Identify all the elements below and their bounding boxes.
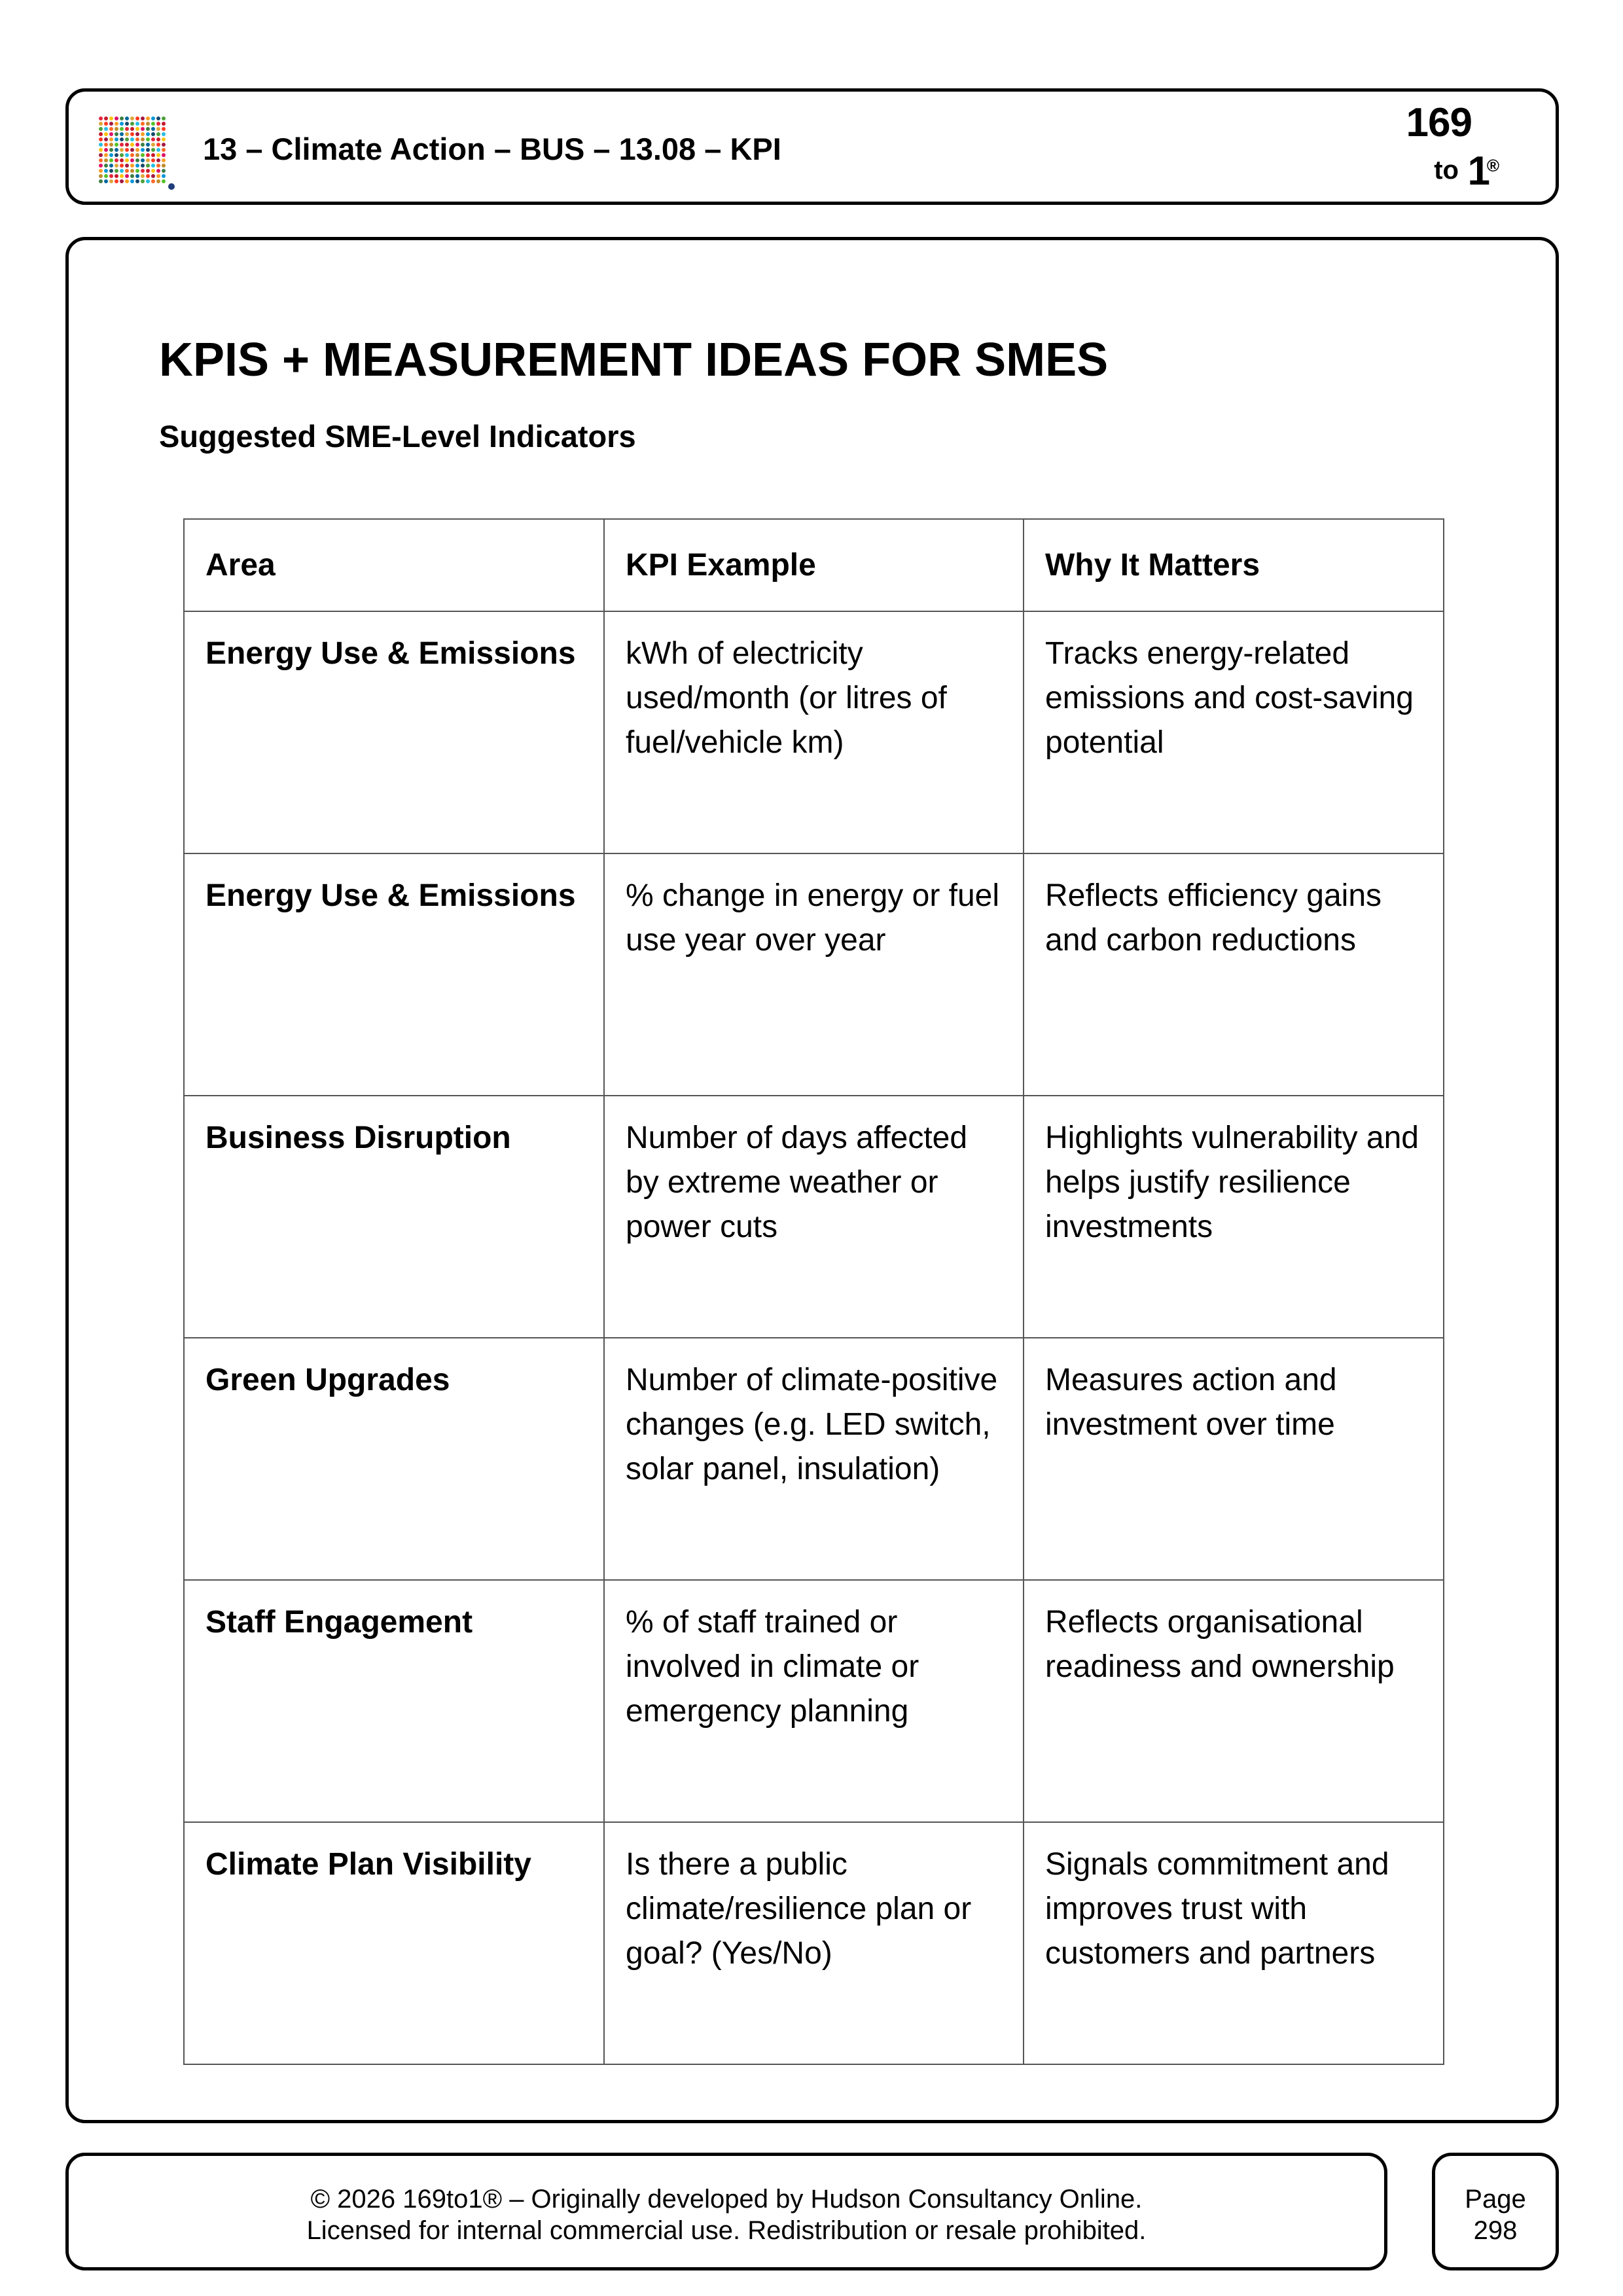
logo-dot bbox=[156, 158, 160, 162]
logo-dot bbox=[146, 153, 150, 157]
logo-dot bbox=[156, 164, 160, 168]
logo-dot bbox=[109, 122, 113, 126]
logo-dot bbox=[130, 174, 134, 178]
logo-dot bbox=[109, 117, 113, 120]
logo-dot bbox=[120, 143, 124, 147]
logo-dot bbox=[125, 164, 129, 168]
table-row bbox=[184, 611, 1444, 853]
logo-dot bbox=[104, 164, 108, 168]
logo-dot bbox=[135, 132, 139, 136]
logo-dot bbox=[104, 169, 108, 173]
logo-dot bbox=[146, 174, 150, 178]
kpi-cell: kWh of electricity used/month (or litres of fuel/vehicle km) bbox=[604, 611, 1024, 853]
logo-dot bbox=[141, 174, 145, 178]
logo-dot bbox=[141, 127, 145, 131]
logo-dot bbox=[109, 137, 113, 141]
logo-dot bbox=[135, 179, 139, 183]
logo-dot bbox=[156, 153, 160, 157]
logo-dot bbox=[115, 174, 118, 178]
logo-dot bbox=[120, 117, 124, 120]
logo-dot bbox=[109, 174, 113, 178]
page-title: KPIS + MEASUREMENT IDEAS FOR SMES bbox=[159, 334, 1109, 386]
area-cell: Energy Use & Emissions bbox=[184, 853, 604, 1096]
logo-dot bbox=[120, 179, 124, 183]
logo-dot bbox=[104, 158, 108, 162]
logo-dot bbox=[104, 153, 108, 157]
logo-dot bbox=[99, 127, 103, 131]
logo-dot bbox=[104, 179, 108, 183]
logo-dot bbox=[146, 132, 150, 136]
logo-dot bbox=[162, 137, 166, 141]
logo-dot bbox=[130, 148, 134, 152]
logo-dot bbox=[120, 122, 124, 126]
logo-dot bbox=[120, 148, 124, 152]
table-row bbox=[184, 853, 1444, 1096]
logo-dot bbox=[130, 137, 134, 141]
page-number: 298 bbox=[1473, 2216, 1518, 2245]
logo-dot bbox=[156, 132, 160, 136]
why-cell: Tracks energy-related emissions and cost-saving potential bbox=[1024, 611, 1444, 853]
logo-dot bbox=[151, 169, 155, 173]
logo-dot bbox=[130, 179, 134, 183]
logo-dot bbox=[99, 132, 103, 136]
why-cell: Measures action and investment over time bbox=[1024, 1338, 1444, 1580]
kpi-table bbox=[183, 518, 1444, 2065]
logo-dot bbox=[130, 117, 134, 120]
copyright-line: © 2026 169to1® – Originally developed by Hudson Consultancy Online. bbox=[310, 2185, 1143, 2214]
logo-dot bbox=[109, 179, 113, 183]
kpi-cell: Number of days affected by extreme weather or power cuts bbox=[604, 1096, 1024, 1338]
area-cell: Business Disruption bbox=[184, 1096, 604, 1338]
brand-one: 1 bbox=[1467, 149, 1490, 194]
logo-dot bbox=[99, 143, 103, 147]
logo-dot bbox=[135, 143, 139, 147]
logo-dot bbox=[151, 132, 155, 136]
logo-dot bbox=[151, 158, 155, 162]
page-footer bbox=[65, 2153, 1387, 2270]
logo-dot bbox=[135, 174, 139, 178]
logo-dot bbox=[151, 174, 155, 178]
logo-dot bbox=[146, 117, 150, 120]
why-cell: Highlights vulnerability and helps justify resilience investments bbox=[1024, 1096, 1444, 1338]
logo-dot bbox=[109, 158, 113, 162]
logo-dot bbox=[104, 137, 108, 141]
brand-registered: ® bbox=[1486, 156, 1499, 175]
table-row bbox=[184, 1580, 1444, 1822]
logo-dot bbox=[146, 179, 150, 183]
logo-dot bbox=[141, 117, 145, 120]
logo-dot bbox=[135, 153, 139, 157]
logo-dot bbox=[115, 122, 118, 126]
logo-dot bbox=[146, 148, 150, 152]
logo-dot bbox=[125, 153, 129, 157]
logo-dot bbox=[130, 153, 134, 157]
logo-dot bbox=[162, 158, 166, 162]
logo-dot bbox=[141, 132, 145, 136]
header-title: 13 – Climate Action – BUS – 13.08 – KPI bbox=[203, 132, 781, 166]
logo-dot bbox=[125, 179, 129, 183]
logo-dot bbox=[141, 137, 145, 141]
logo-dot bbox=[156, 179, 160, 183]
page-number-box bbox=[1432, 2153, 1559, 2270]
logo-dot bbox=[130, 127, 134, 131]
logo-dot bbox=[115, 164, 118, 168]
logo-dot bbox=[146, 169, 150, 173]
logo-dot bbox=[135, 164, 139, 168]
logo-dot bbox=[99, 169, 103, 173]
logo-dot bbox=[99, 164, 103, 168]
logo-dot bbox=[99, 158, 103, 162]
logo-dot bbox=[130, 164, 134, 168]
sdg-logo-icon bbox=[99, 117, 167, 185]
logo-dot bbox=[146, 127, 150, 131]
logo-dot bbox=[156, 122, 160, 126]
logo-dot bbox=[125, 169, 129, 173]
logo-dot bbox=[99, 137, 103, 141]
table-row bbox=[184, 1338, 1444, 1580]
logo-dot bbox=[99, 174, 103, 178]
logo-dot bbox=[151, 122, 155, 126]
table-header-row bbox=[184, 519, 1444, 611]
logo-dot bbox=[120, 153, 124, 157]
logo-dot bbox=[125, 132, 129, 136]
logo-dot bbox=[151, 164, 155, 168]
logo-dot bbox=[115, 169, 118, 173]
logo-dot bbox=[141, 122, 145, 126]
logo-dot bbox=[156, 143, 160, 147]
logo-dot bbox=[120, 158, 124, 162]
logo-dot bbox=[135, 127, 139, 131]
logo-dot bbox=[120, 174, 124, 178]
logo-dot bbox=[125, 174, 129, 178]
column-header-kpi: KPI Example bbox=[604, 519, 1024, 611]
logo-dot bbox=[151, 179, 155, 183]
logo-dot bbox=[141, 153, 145, 157]
area-cell: Energy Use & Emissions bbox=[184, 611, 604, 853]
logo-dot bbox=[135, 158, 139, 162]
logo-dot bbox=[120, 132, 124, 136]
logo-dot bbox=[125, 117, 129, 120]
logo-dot bbox=[99, 153, 103, 157]
logo-dot bbox=[151, 127, 155, 131]
logo-dot bbox=[115, 153, 118, 157]
logo-dot bbox=[115, 143, 118, 147]
logo-dot bbox=[141, 148, 145, 152]
logo-dot bbox=[141, 164, 145, 168]
logo-dot bbox=[104, 132, 108, 136]
logo-dot bbox=[109, 127, 113, 131]
logo-dot bbox=[156, 148, 160, 152]
logo-dot bbox=[109, 169, 113, 173]
page-header bbox=[65, 88, 1559, 205]
logo-dot bbox=[151, 137, 155, 141]
logo-dot bbox=[104, 127, 108, 131]
logo-dot bbox=[109, 143, 113, 147]
logo-dot bbox=[146, 137, 150, 141]
logo-dot bbox=[151, 117, 155, 120]
logo-dot bbox=[162, 148, 166, 152]
logo-dot bbox=[109, 148, 113, 152]
logo-dot bbox=[104, 122, 108, 126]
logo-dot bbox=[151, 153, 155, 157]
kpi-cell: % change in energy or fuel use year over year bbox=[604, 853, 1024, 1096]
logo-dot bbox=[130, 169, 134, 173]
column-header-area: Area bbox=[184, 519, 604, 611]
logo-dot bbox=[99, 148, 103, 152]
logo-dot bbox=[162, 179, 166, 183]
area-cell: Climate Plan Visibility bbox=[184, 1822, 604, 2064]
logo-dot bbox=[162, 174, 166, 178]
logo-dot bbox=[156, 137, 160, 141]
logo-dot bbox=[141, 143, 145, 147]
logo-dot bbox=[125, 148, 129, 152]
logo-dot-icon bbox=[168, 183, 175, 190]
logo-dot bbox=[120, 127, 124, 131]
table-row bbox=[184, 1096, 1444, 1338]
logo-dot bbox=[104, 117, 108, 120]
logo-dot bbox=[162, 122, 166, 126]
logo-dot bbox=[156, 174, 160, 178]
logo-dot bbox=[151, 148, 155, 152]
logo-dot bbox=[130, 158, 134, 162]
column-header-why: Why It Matters bbox=[1024, 519, 1444, 611]
logo-dot bbox=[99, 117, 103, 120]
logo-dot bbox=[130, 122, 134, 126]
why-cell: Reflects organisational readiness and ownership bbox=[1024, 1580, 1444, 1822]
logo-dot bbox=[151, 143, 155, 147]
logo-dot bbox=[162, 153, 166, 157]
logo-dot bbox=[135, 169, 139, 173]
logo-dot bbox=[156, 169, 160, 173]
brand-number: 169 bbox=[1406, 100, 1472, 145]
logo-dot bbox=[125, 122, 129, 126]
area-cell: Green Upgrades bbox=[184, 1338, 604, 1580]
logo-dot bbox=[146, 164, 150, 168]
logo-dot bbox=[162, 169, 166, 173]
logo-dot bbox=[115, 148, 118, 152]
logo-dot bbox=[109, 164, 113, 168]
logo-dot bbox=[141, 158, 145, 162]
logo-dot bbox=[115, 117, 118, 120]
logo-dot bbox=[104, 174, 108, 178]
logo-dot bbox=[130, 132, 134, 136]
why-cell: Reflects efficiency gains and carbon reductions bbox=[1024, 853, 1444, 1096]
area-cell: Staff Engagement bbox=[184, 1580, 604, 1822]
logo-dot bbox=[104, 143, 108, 147]
page-label: Page bbox=[1465, 2185, 1526, 2214]
page-subtitle: Suggested SME-Level Indicators bbox=[159, 419, 636, 454]
table-row bbox=[184, 1822, 1444, 2064]
kpi-cell: Is there a public climate/resilience plan or goal? (Yes/No) bbox=[604, 1822, 1024, 2064]
logo-dot bbox=[162, 132, 166, 136]
logo-dot bbox=[115, 179, 118, 183]
logo-dot bbox=[162, 164, 166, 168]
logo-dot bbox=[104, 148, 108, 152]
logo-dot bbox=[115, 158, 118, 162]
logo-dot bbox=[130, 143, 134, 147]
logo-dot bbox=[120, 169, 124, 173]
content-panel bbox=[65, 237, 1559, 2123]
logo-dot bbox=[141, 179, 145, 183]
logo-dot bbox=[125, 127, 129, 131]
logo-dot bbox=[109, 132, 113, 136]
kpi-cell: Number of climate-positive changes (e.g. LED switch, solar panel, insulation) bbox=[604, 1338, 1024, 1580]
logo-dot bbox=[156, 117, 160, 120]
logo-dot bbox=[162, 117, 166, 120]
kpi-cell: % of staff trained or involved in climate or emergency planning bbox=[604, 1580, 1024, 1822]
license-line: Licensed for internal commercial use. Redistribution or resale prohibited. bbox=[306, 2216, 1147, 2245]
logo-dot bbox=[109, 153, 113, 157]
logo-dot bbox=[162, 127, 166, 131]
logo-dot bbox=[162, 143, 166, 147]
logo-dot bbox=[146, 143, 150, 147]
logo-dot bbox=[135, 122, 139, 126]
why-cell: Signals commitment and improves trust with customers and partners bbox=[1024, 1822, 1444, 2064]
logo-dot bbox=[141, 169, 145, 173]
logo-dot bbox=[156, 127, 160, 131]
logo-dot bbox=[115, 137, 118, 141]
logo-dot bbox=[135, 137, 139, 141]
logo-dot bbox=[99, 122, 103, 126]
logo-dot bbox=[99, 179, 103, 183]
logo-dot bbox=[115, 127, 118, 131]
logo-dot bbox=[125, 137, 129, 141]
logo-dot bbox=[115, 132, 118, 136]
logo-dot bbox=[146, 122, 150, 126]
logo-dot bbox=[125, 143, 129, 147]
logo-dot bbox=[125, 158, 129, 162]
logo-dot bbox=[146, 158, 150, 162]
logo-dot bbox=[135, 148, 139, 152]
logo-dot bbox=[135, 117, 139, 120]
logo-dot bbox=[120, 137, 124, 141]
logo-dot bbox=[120, 164, 124, 168]
brand-to: to bbox=[1434, 156, 1459, 185]
